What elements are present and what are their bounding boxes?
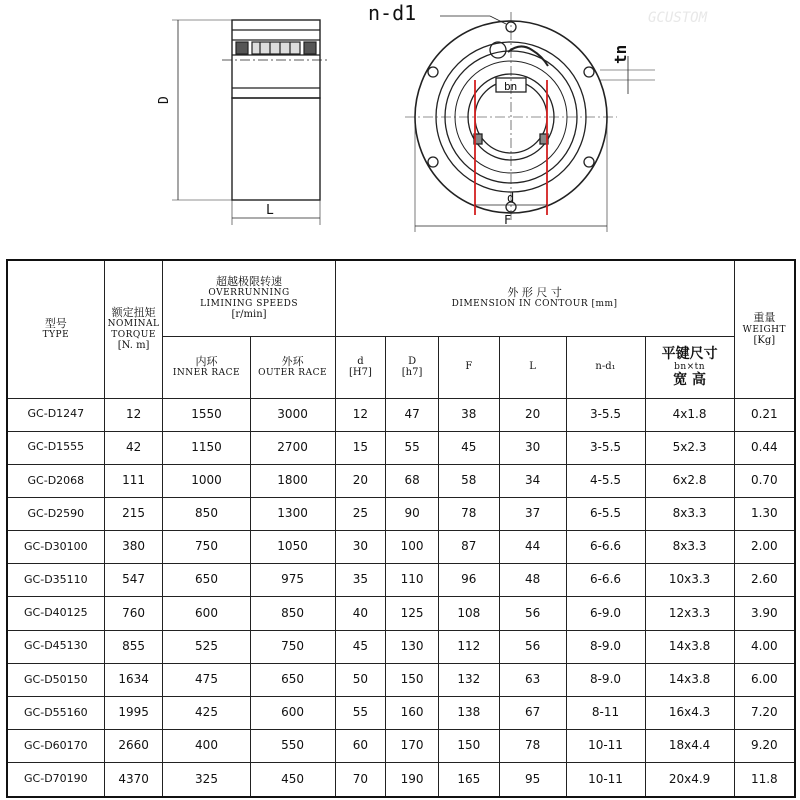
cell-L: 34 [499, 464, 566, 497]
cell-inner-race: 525 [163, 630, 250, 663]
cell-outer-race: 600 [250, 696, 335, 729]
cell-model: GC-D2068 [7, 464, 104, 497]
cell-n-d1: 6-9.0 [566, 597, 645, 630]
cell-d: 60 [335, 730, 386, 763]
cell-key: 12x3.3 [645, 597, 734, 630]
cell-key: 8x3.3 [645, 531, 734, 564]
cell-weight: 11.8 [734, 763, 795, 797]
cell-D: 150 [386, 663, 439, 696]
table-row [7, 763, 795, 797]
cell-F: 150 [438, 730, 499, 763]
cell-key: 16x4.3 [645, 696, 734, 729]
cell-weight: 9.20 [734, 730, 795, 763]
cell-outer-race: 650 [250, 663, 335, 696]
cell-key: 5x2.3 [645, 431, 734, 464]
cell-key: 8x3.3 [645, 497, 734, 530]
dim-label-D: D [157, 96, 172, 104]
cell-torque: 42 [104, 431, 163, 464]
header-n-d1: n-d₁ [566, 336, 645, 398]
cell-d: 12 [335, 398, 386, 431]
cell-weight: 4.00 [734, 630, 795, 663]
cell-D: 130 [386, 630, 439, 663]
header-speed: 超越极限转速 OVERRUNNING LIMINING SPEEDS [r/min] [163, 260, 335, 336]
cell-weight: 6.00 [734, 663, 795, 696]
cell-model: GC-D45130 [7, 630, 104, 663]
cell-weight: 0.21 [734, 398, 795, 431]
cell-outer-race: 1050 [250, 531, 335, 564]
header-outer-race: 外环 OUTER RACE [250, 336, 335, 398]
cell-torque: 760 [104, 597, 163, 630]
cell-key: 10x3.3 [645, 564, 734, 597]
header-dimension: 外 形 尺 寸 DIMENSION IN CONTOUR [mm] [335, 260, 734, 336]
cell-D: 55 [386, 431, 439, 464]
table-row [7, 497, 795, 530]
cell-L: 78 [499, 730, 566, 763]
cell-D: 47 [386, 398, 439, 431]
technical-drawing [0, 0, 800, 256]
cell-n-d1: 3-5.5 [566, 431, 645, 464]
cell-F: 87 [438, 531, 499, 564]
cell-torque: 1634 [104, 663, 163, 696]
cell-key: 14x3.8 [645, 630, 734, 663]
cell-weight: 7.20 [734, 696, 795, 729]
cell-outer-race: 750 [250, 630, 335, 663]
cell-torque: 1995 [104, 696, 163, 729]
cell-weight: 3.90 [734, 597, 795, 630]
table-row [7, 663, 795, 696]
cell-F: 132 [438, 663, 499, 696]
dim-label-L: L [266, 203, 274, 218]
cell-weight: 0.70 [734, 464, 795, 497]
cell-torque: 12 [104, 398, 163, 431]
cell-n-d1: 8-9.0 [566, 630, 645, 663]
cell-inner-race: 1000 [163, 464, 250, 497]
side-view [172, 20, 330, 225]
cell-inner-race: 475 [163, 663, 250, 696]
cell-weight: 2.60 [734, 564, 795, 597]
header-F: F [438, 336, 499, 398]
cell-D: 190 [386, 763, 439, 797]
cell-model: GC-D1555 [7, 431, 104, 464]
table-row [7, 730, 795, 763]
cell-L: 44 [499, 531, 566, 564]
cell-outer-race: 3000 [250, 398, 335, 431]
cell-n-d1: 10-11 [566, 730, 645, 763]
dim-label-d: d [507, 191, 515, 205]
cell-weight: 1.30 [734, 497, 795, 530]
header-d: d [H7] [335, 336, 386, 398]
cell-inner-race: 325 [163, 763, 250, 797]
header-weight: 重量 WEIGHT [Kg] [734, 260, 795, 398]
cell-d: 55 [335, 696, 386, 729]
table-row [7, 597, 795, 630]
cell-torque: 380 [104, 531, 163, 564]
cell-inner-race: 650 [163, 564, 250, 597]
cell-outer-race: 450 [250, 763, 335, 797]
cell-torque: 4370 [104, 763, 163, 797]
table-row [7, 464, 795, 497]
cell-F: 58 [438, 464, 499, 497]
cell-torque: 111 [104, 464, 163, 497]
cell-inner-race: 425 [163, 696, 250, 729]
cell-model: GC-D2590 [7, 497, 104, 530]
cell-L: 67 [499, 696, 566, 729]
header-inner-race: 内环 INNER RACE [163, 336, 250, 398]
cell-D: 170 [386, 730, 439, 763]
header-D: D [h7] [386, 336, 439, 398]
cell-F: 108 [438, 597, 499, 630]
cell-d: 35 [335, 564, 386, 597]
table-row [7, 398, 795, 431]
cell-F: 112 [438, 630, 499, 663]
cell-outer-race: 1800 [250, 464, 335, 497]
table-row [7, 696, 795, 729]
cell-d: 30 [335, 531, 386, 564]
cell-inner-race: 750 [163, 531, 250, 564]
cell-torque: 2660 [104, 730, 163, 763]
cell-n-d1: 10-11 [566, 763, 645, 797]
table-row [7, 431, 795, 464]
cell-L: 56 [499, 630, 566, 663]
cell-F: 165 [438, 763, 499, 797]
label-bn: bn [504, 80, 518, 93]
cell-n-d1: 6-6.6 [566, 531, 645, 564]
cell-D: 100 [386, 531, 439, 564]
cell-outer-race: 850 [250, 597, 335, 630]
cell-weight: 0.44 [734, 431, 795, 464]
cell-key: 6x2.8 [645, 464, 734, 497]
cell-outer-race: 975 [250, 564, 335, 597]
cell-n-d1: 4-5.5 [566, 464, 645, 497]
cell-model: GC-D1247 [7, 398, 104, 431]
cell-D: 68 [386, 464, 439, 497]
cell-n-d1: 6-5.5 [566, 497, 645, 530]
cell-D: 125 [386, 597, 439, 630]
cell-D: 110 [386, 564, 439, 597]
cell-n-d1: 6-6.6 [566, 564, 645, 597]
header-key: 平键尺寸 bn×tn 宽 高 [645, 336, 734, 398]
cell-d: 25 [335, 497, 386, 530]
table-row [7, 630, 795, 663]
header-torque: 额定扭矩 NOMINAL TORQUE [N. m] [104, 260, 163, 398]
cell-d: 70 [335, 763, 386, 797]
cell-torque: 547 [104, 564, 163, 597]
cell-F: 138 [438, 696, 499, 729]
cell-weight: 2.00 [734, 531, 795, 564]
cell-model: GC-D50150 [7, 663, 104, 696]
cell-F: 78 [438, 497, 499, 530]
cell-model: GC-D55160 [7, 696, 104, 729]
cell-key: 20x4.9 [645, 763, 734, 797]
cell-L: 63 [499, 663, 566, 696]
spec-table-body [7, 398, 795, 797]
cell-D: 160 [386, 696, 439, 729]
cell-L: 30 [499, 431, 566, 464]
cell-model: GC-D30100 [7, 531, 104, 564]
cell-inner-race: 400 [163, 730, 250, 763]
cell-inner-race: 850 [163, 497, 250, 530]
cell-L: 48 [499, 564, 566, 597]
cell-model: GC-D60170 [7, 730, 104, 763]
cell-inner-race: 1550 [163, 398, 250, 431]
cell-inner-race: 1150 [163, 431, 250, 464]
cell-F: 45 [438, 431, 499, 464]
cell-key: 4x1.8 [645, 398, 734, 431]
cell-key: 14x3.8 [645, 663, 734, 696]
cell-n-d1: 8-9.0 [566, 663, 645, 696]
cell-d: 45 [335, 630, 386, 663]
cell-model: GC-D35110 [7, 564, 104, 597]
cell-F: 96 [438, 564, 499, 597]
spec-table [6, 259, 796, 798]
cell-inner-race: 600 [163, 597, 250, 630]
cell-d: 15 [335, 431, 386, 464]
cell-torque: 215 [104, 497, 163, 530]
label-n-d1: n-d1 [368, 1, 417, 25]
cell-n-d1: 3-5.5 [566, 398, 645, 431]
cell-L: 95 [499, 763, 566, 797]
cell-outer-race: 1300 [250, 497, 335, 530]
cell-d: 50 [335, 663, 386, 696]
cell-d: 20 [335, 464, 386, 497]
header-L: L [499, 336, 566, 398]
cell-model: GC-D70190 [7, 763, 104, 797]
cell-key: 18x4.4 [645, 730, 734, 763]
table-row [7, 564, 795, 597]
cell-L: 56 [499, 597, 566, 630]
header-type: 型号 TYPE [7, 260, 104, 398]
cell-d: 40 [335, 597, 386, 630]
cell-n-d1: 8-11 [566, 696, 645, 729]
cell-L: 20 [499, 398, 566, 431]
watermark: GCUSTOM [648, 10, 708, 26]
cell-outer-race: 550 [250, 730, 335, 763]
label-tn: tn [611, 44, 630, 64]
cell-torque: 855 [104, 630, 163, 663]
table-row [7, 531, 795, 564]
cell-outer-race: 2700 [250, 431, 335, 464]
cell-L: 37 [499, 497, 566, 530]
dim-label-F: F [504, 213, 512, 227]
cell-model: GC-D40125 [7, 597, 104, 630]
cell-F: 38 [438, 398, 499, 431]
cell-D: 90 [386, 497, 439, 530]
